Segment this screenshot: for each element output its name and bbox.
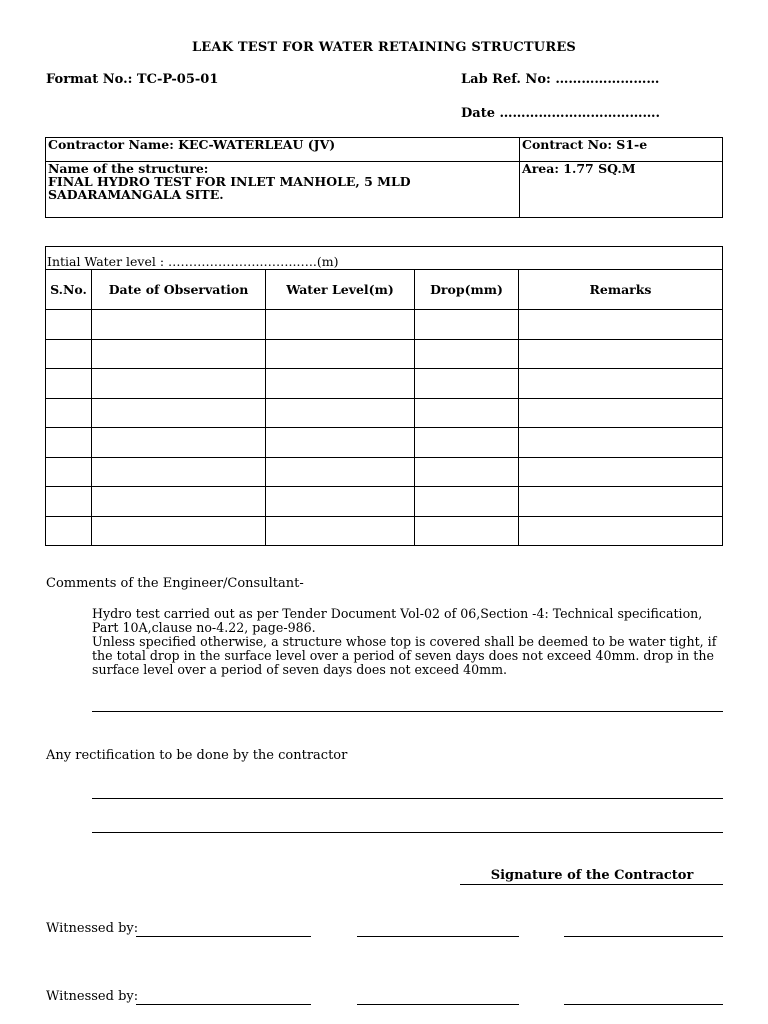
rectification-line-1[interactable] [92, 798, 723, 799]
table-cell[interactable] [92, 398, 266, 428]
table-cell[interactable] [415, 369, 519, 399]
table-row [46, 339, 723, 369]
lab-ref-number: Lab Ref. No: …………………… [461, 72, 660, 87]
table-cell[interactable] [46, 487, 92, 517]
table-row [46, 457, 723, 487]
witness-2-line-c[interactable] [564, 1004, 723, 1005]
comments-para-1: Hydro test carried out as per Tender Document Vol-02 of 06,Section -4: Technical specification, Part 10A,clause no-4.22, page-986. [92, 606, 703, 635]
col-date: Date of Observation [92, 270, 266, 310]
table-cell[interactable] [519, 487, 723, 517]
comments-para-2: Unless specified otherwise, a structure whose top is covered shall be deemed to be water tight, if the total drop in the surface level over a period of seven days does not exceed 40mm. drop in the surface level over a period of seven days does not exceed 40mm. [92, 634, 717, 677]
table-cell[interactable] [46, 369, 92, 399]
witness-1-line-c[interactable] [564, 936, 723, 937]
structure-value: FINAL HYDRO TEST FOR INLET MANHOLE, 5 MLD SADARAMANGALA SITE. [48, 174, 411, 202]
table-cell[interactable] [46, 457, 92, 487]
comments-line[interactable] [92, 711, 723, 712]
table-row [46, 369, 723, 399]
initial-water-level: Intial Water level : …………………..……..…..(m) [46, 247, 723, 270]
rectification-label: Any rectification to be done by the contractor [46, 748, 348, 763]
table-cell[interactable] [519, 457, 723, 487]
col-water-level: Water Level(m) [266, 270, 415, 310]
observation-rows [46, 310, 723, 546]
area-value: Area: 1.77 SQ.M [520, 162, 723, 218]
table-row [46, 487, 723, 517]
witness-1-line-a[interactable] [136, 936, 311, 937]
col-sno: S.No. [46, 270, 92, 310]
table-cell[interactable] [46, 310, 92, 340]
table-cell[interactable] [266, 516, 415, 546]
witness-2-line-a[interactable] [136, 1004, 311, 1005]
table-cell[interactable] [266, 428, 415, 458]
table-cell[interactable] [415, 457, 519, 487]
table-cell[interactable] [46, 428, 92, 458]
table-cell[interactable] [519, 339, 723, 369]
contractor-signature-line[interactable] [460, 884, 723, 885]
table-cell[interactable] [415, 310, 519, 340]
table-cell[interactable] [519, 369, 723, 399]
structure-name-cell [46, 162, 520, 218]
table-cell[interactable] [519, 516, 723, 546]
table-cell[interactable] [415, 516, 519, 546]
structure-label: Name of the structure: [48, 161, 209, 176]
table-cell[interactable] [266, 487, 415, 517]
table-cell[interactable] [46, 398, 92, 428]
table-row [46, 516, 723, 546]
table-cell[interactable] [92, 428, 266, 458]
comments-label: Comments of the Engineer/Consultant- [46, 576, 304, 591]
format-number: Format No.: TC-P-05-01 [46, 72, 219, 87]
table-cell[interactable] [266, 398, 415, 428]
table-cell[interactable] [92, 487, 266, 517]
table-cell[interactable] [415, 487, 519, 517]
table-row [46, 428, 723, 458]
table-cell[interactable] [519, 310, 723, 340]
table-cell[interactable] [92, 339, 266, 369]
table-cell[interactable] [415, 398, 519, 428]
witness-2-line-b[interactable] [357, 1004, 519, 1005]
table-cell[interactable] [519, 398, 723, 428]
rectification-line-2[interactable] [92, 832, 723, 833]
table-cell[interactable] [92, 516, 266, 546]
table-row [46, 398, 723, 428]
witness-1-line-b[interactable] [357, 936, 519, 937]
table-cell[interactable] [415, 428, 519, 458]
table-cell[interactable] [92, 457, 266, 487]
table-row [46, 310, 723, 340]
comments-text [92, 607, 722, 677]
witnessed-label-1: Witnessed by: [46, 921, 139, 936]
date-field: Date ………………………………. [461, 106, 661, 121]
table-cell[interactable] [46, 516, 92, 546]
table-cell[interactable] [266, 310, 415, 340]
table-cell[interactable] [266, 457, 415, 487]
contract-info-table [45, 137, 723, 218]
contractor-name: Contractor Name: KEC-WATERLEAU (JV) [46, 138, 520, 162]
witnessed-label-2: Witnessed by: [46, 989, 139, 1004]
table-cell[interactable] [266, 369, 415, 399]
table-cell[interactable] [415, 339, 519, 369]
table-cell[interactable] [92, 310, 266, 340]
table-cell[interactable] [92, 369, 266, 399]
col-remarks: Remarks [519, 270, 723, 310]
observation-table [45, 246, 723, 546]
contract-number: Contract No: S1-e [520, 138, 723, 162]
contractor-signature-label: Signature of the Contractor [490, 868, 694, 883]
col-drop: Drop(mm) [415, 270, 519, 310]
table-cell[interactable] [46, 339, 92, 369]
page-title: LEAK TEST FOR WATER RETAINING STRUCTURES [191, 40, 577, 55]
table-cell[interactable] [519, 428, 723, 458]
table-cell[interactable] [266, 339, 415, 369]
